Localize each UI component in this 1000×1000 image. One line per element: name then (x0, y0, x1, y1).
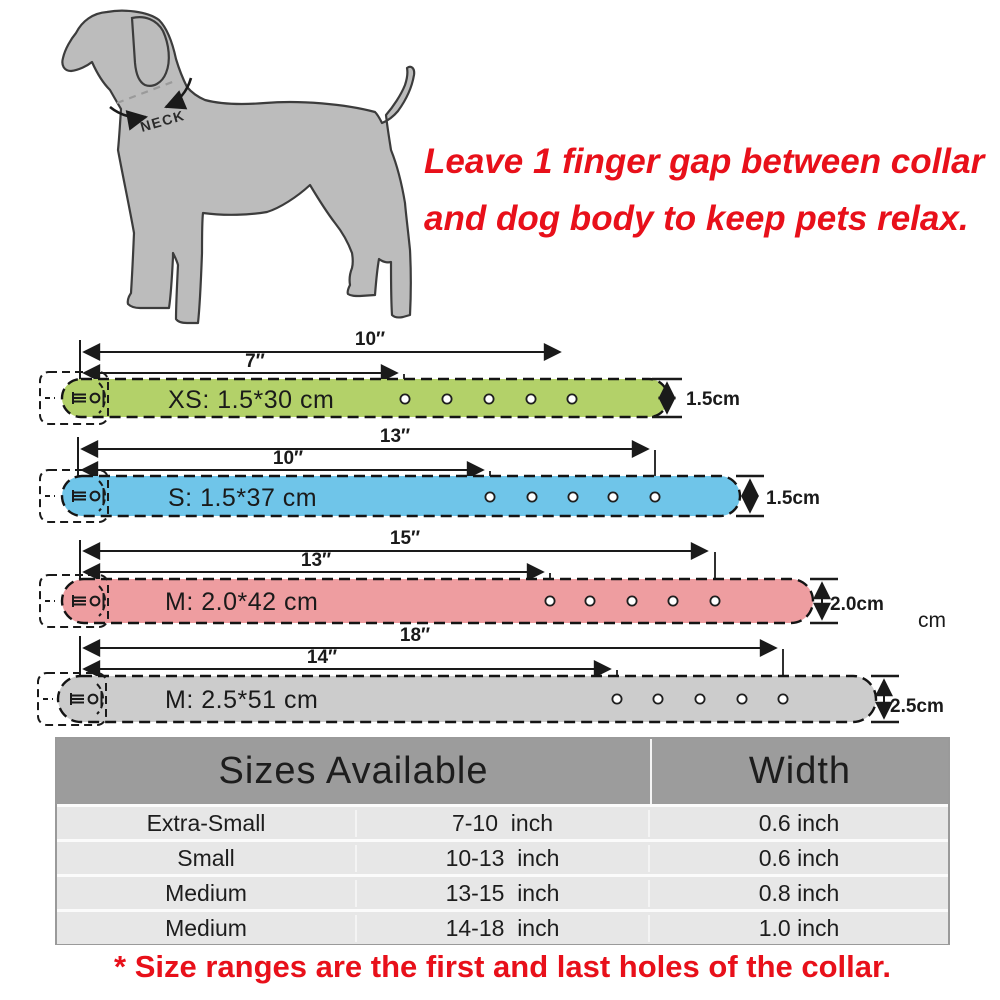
unit-label: cm (918, 609, 946, 632)
collar-hole (568, 492, 577, 501)
size-table-header (57, 739, 948, 804)
table-row (57, 839, 948, 874)
dog-silhouette (35, 5, 435, 335)
collar-label-xs: XS: 1.5*30 cm (168, 386, 335, 414)
size-name: Extra-Small (57, 810, 357, 837)
collar-row-s (40, 426, 820, 522)
dim-label-short: 10″ (272, 448, 304, 469)
neck-range: 13-15 inch (357, 880, 650, 907)
collar-hole (710, 596, 719, 605)
collar-label-m: M: 2.0*42 cm (165, 588, 319, 616)
collar-hole (484, 394, 493, 403)
table-row (57, 804, 948, 839)
collar-hole (653, 694, 662, 703)
collar-hole (612, 694, 621, 703)
width-label-s: 1.5cm (766, 488, 820, 509)
dim-label-short: 14″ (306, 647, 338, 668)
collar-hole (627, 596, 636, 605)
dim-label-short: 7″ (245, 351, 265, 372)
collar-label-s: S: 1.5*37 cm (168, 484, 318, 512)
collar-row-m (40, 528, 946, 632)
collar-size-diagram (0, 330, 1000, 735)
dim-label-long: 10″ (354, 330, 386, 350)
collar-hole (778, 694, 787, 703)
width-label-l: 2.5cm (890, 696, 944, 717)
dim-label-long: 13″ (379, 426, 411, 447)
collar-hole (668, 596, 677, 605)
neck-range: 10-13 inch (357, 845, 650, 872)
fit-advice-line1: Leave 1 finger gap between collar (424, 142, 985, 181)
collar-row-xs (40, 330, 740, 424)
fit-advice-note (424, 133, 984, 247)
width-value: 0.6 inch (758, 809, 840, 836)
table-row (57, 909, 948, 944)
neck-range: 7-10 inch (357, 810, 650, 837)
width-value: 1.0 inch (758, 914, 840, 941)
collar-hole (485, 492, 494, 501)
size-name: Medium (57, 880, 357, 907)
collar-hole (526, 394, 535, 403)
dim-label-short: 13″ (300, 550, 332, 571)
size-name: Small (57, 845, 357, 872)
dim-label-long: 15″ (389, 528, 421, 549)
header-width: Width (748, 750, 852, 792)
neck-label: NECK (138, 106, 187, 135)
header-sizes-available: Sizes Available (57, 739, 652, 804)
collar-hole (608, 492, 617, 501)
width-label-xs: 1.5cm (686, 389, 740, 410)
table-row (57, 874, 948, 909)
dog-body (62, 11, 414, 323)
collar-strap-s (62, 476, 740, 516)
dim-label-long: 18″ (399, 625, 431, 646)
width-value: 0.6 inch (758, 844, 840, 871)
size-name: Medium (57, 915, 357, 942)
collar-hole (695, 694, 704, 703)
collar-hole (567, 394, 576, 403)
collar-hole (737, 694, 746, 703)
collar-hole (400, 394, 409, 403)
neck-range: 14-18 inch (357, 915, 650, 942)
width-value: 0.8 inch (758, 879, 840, 906)
collar-hole (545, 596, 554, 605)
collar-hole (527, 492, 536, 501)
collar-row-l (38, 625, 944, 725)
collar-hole (442, 394, 451, 403)
width-label-m: 2.0cm (830, 594, 884, 615)
size-range-note: * Size ranges are the first and last holes of the collar. (114, 949, 891, 984)
fit-advice-line2: and dog body to keep pets relax. (424, 199, 969, 238)
collar-hole (585, 596, 594, 605)
collar-label-l: M: 2.5*51 cm (165, 686, 319, 714)
size-table (55, 737, 950, 945)
collar-hole (650, 492, 659, 501)
